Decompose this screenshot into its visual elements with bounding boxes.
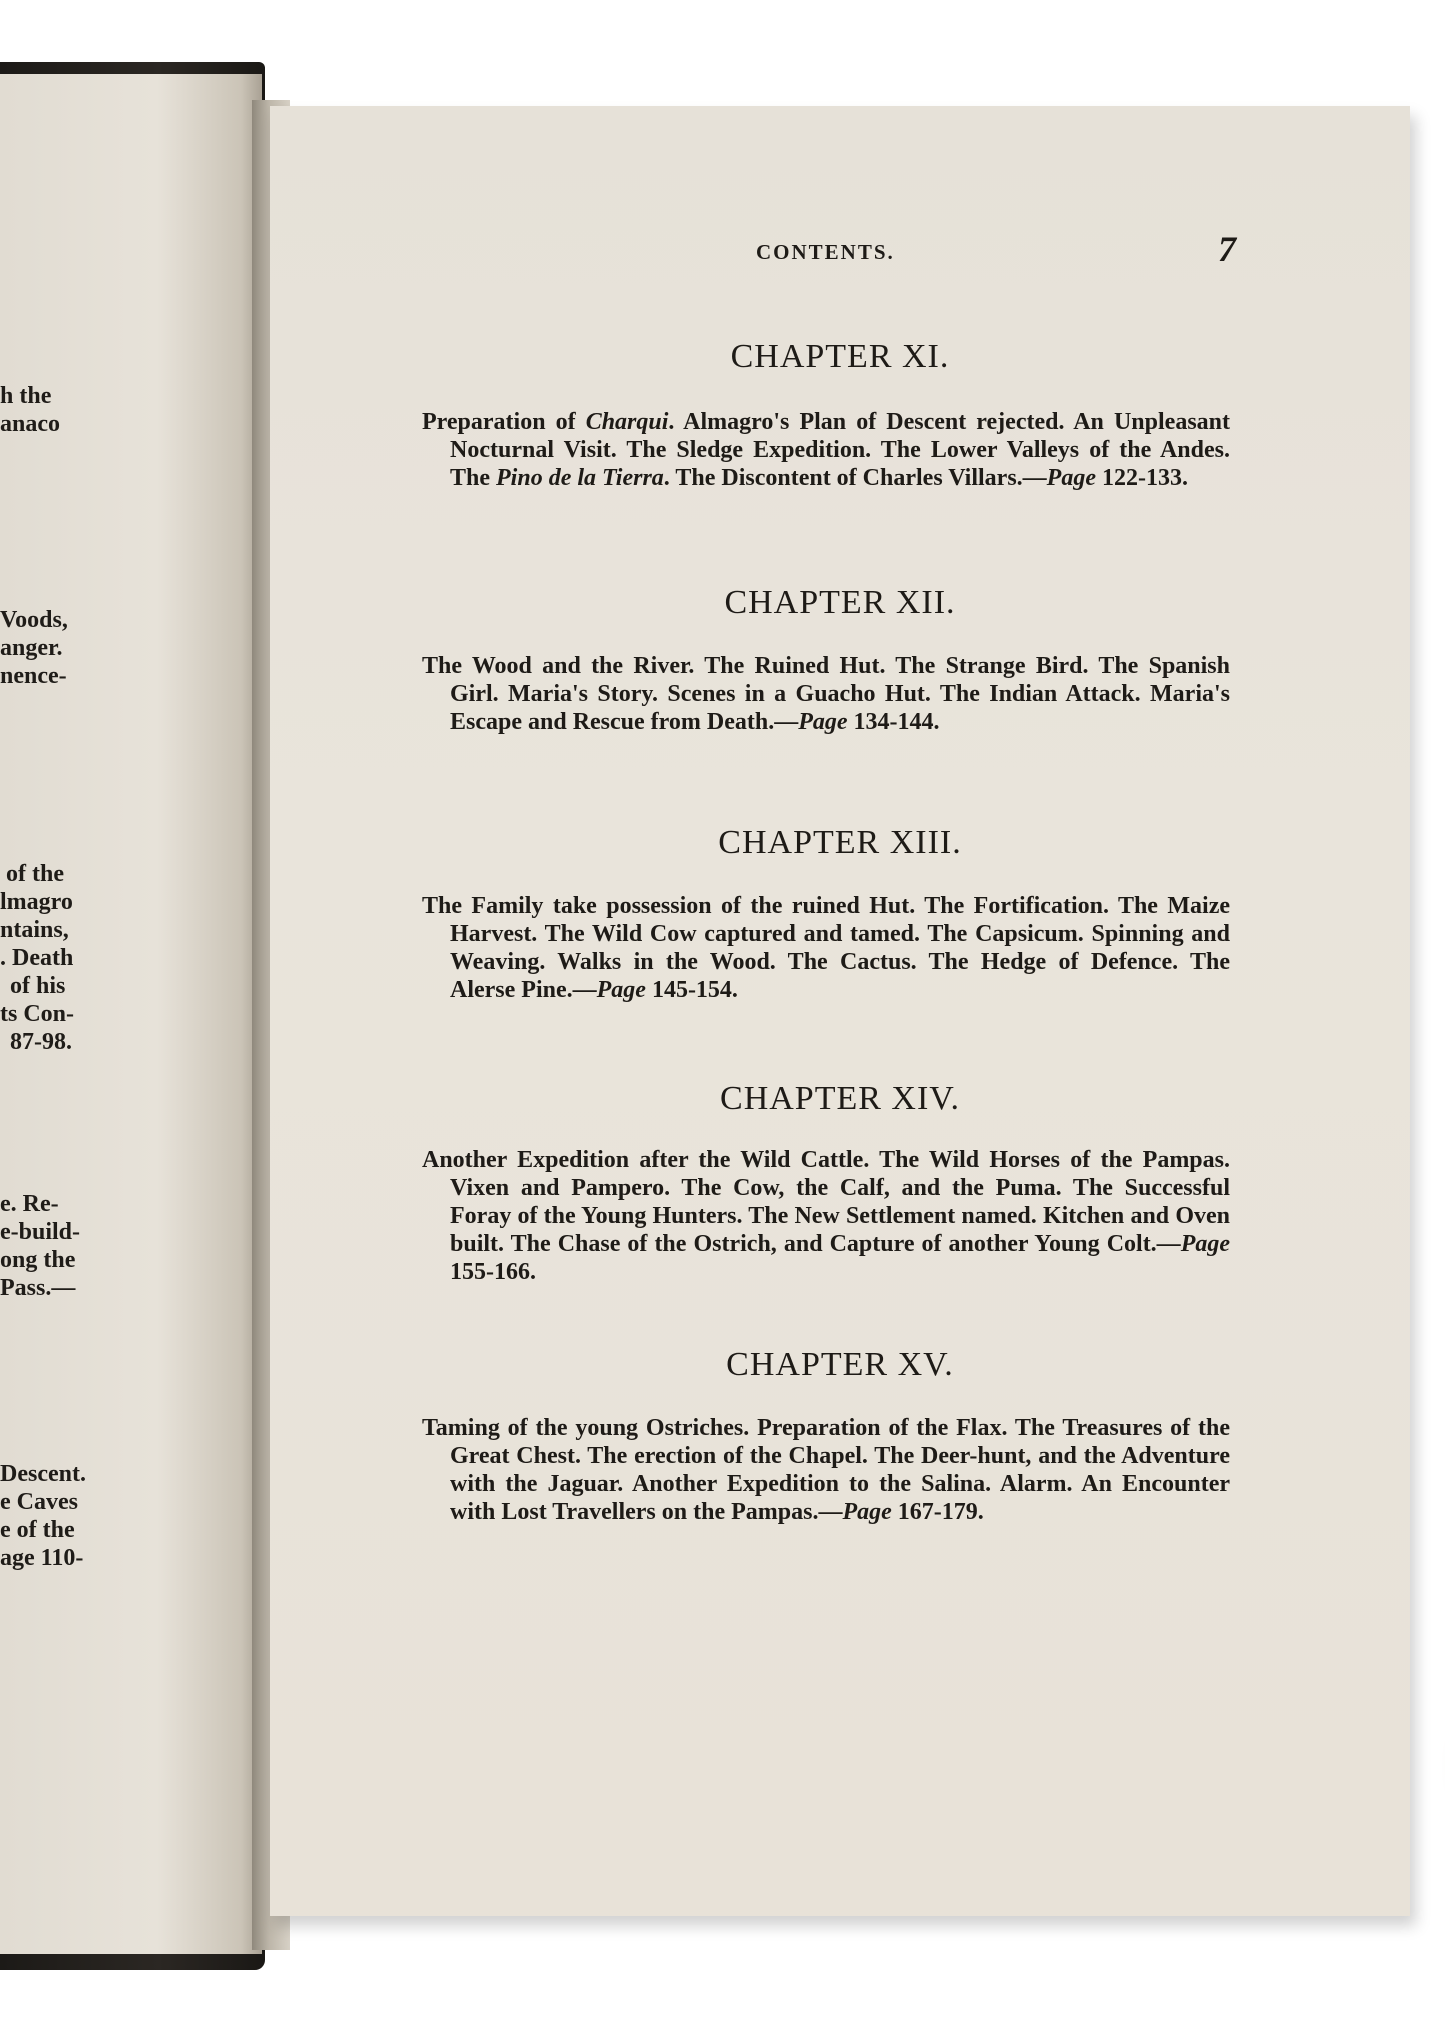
chapter-synopsis: Taming of the young Ostriches. Preparation of the Flax. The Treasures of the Great Chest. The erection of the Chapel. The Deer-hunt, and the Adventure with the Jaguar. Another Expedition to the Salina. Alarm. An Encounter with Lost Travellers on the Pampas.—Page 167-179.	[422, 1415, 1230, 1525]
left-line: 87-98.	[10, 1029, 72, 1055]
page-number: 7	[1218, 229, 1236, 269]
chapter-synopsis: The Wood and the River. The Ruined Hut. The Strange Bird. The Spanish Girl. Maria's Story. Scenes in a Guacho Hut. The Indian Attack. Maria's Escape and Rescue from Death.—Page 134-144.	[422, 653, 1230, 735]
left-line: nence-	[0, 663, 67, 689]
left-line: e of the	[0, 1517, 75, 1543]
chapter-synopsis: Another Expedition after the Wild Cattle. The Wild Horses of the Pampas. Vixen and Pampero. The Cow, the Calf, and the Puma. The Successful Foray of the Young Hunters. The New Settlement named. Kitchen and Oven built. The Chase of the Ostrich, and Capture of another Young Colt.—Page 155-166.	[422, 1147, 1230, 1285]
left-line: ong the	[0, 1247, 76, 1273]
chapter-synopsis: Preparation of Charqui. Almagro's Plan of Descent rejected. An Unpleasant Nocturnal Visit. The Sledge Expedition. The Lower Valleys of the Andes. The Pino de la Tierra. The Discontent of Charles Villars.—Page 122-133.	[422, 409, 1231, 491]
left-line: . Death	[0, 945, 74, 971]
left-line: Pass.—	[0, 1275, 76, 1301]
chapter-title: CHAPTER XII.	[724, 584, 956, 621]
left-line: e. Re-	[0, 1191, 59, 1217]
left-line: age 110-	[0, 1545, 84, 1571]
left-line: of his	[10, 973, 66, 999]
running-head: CONTENTS.	[756, 240, 895, 264]
left-line: ntains,	[0, 917, 69, 943]
left-line: Voods,	[0, 607, 68, 633]
chapter-synopsis: The Family take possession of the ruined Hut. The Fortification. The Maize Harvest. The Wild Cow captured and tamed. The Capsicum. Spinning and Weaving. Walks in the Wood. The Cactus. The Hedge of Defence. The Alerse Pine.—Page 145-154.	[422, 893, 1230, 1003]
page-stain	[1440, 1676, 1445, 1856]
chapter-title: CHAPTER XI.	[730, 338, 950, 375]
chapter-title: CHAPTER XV.	[726, 1346, 954, 1383]
left-line: of the	[6, 861, 64, 887]
left-line: anaco	[0, 411, 60, 437]
right-page	[270, 106, 1410, 1916]
left-line: lmagro	[0, 889, 73, 915]
chapter-title: CHAPTER XIV.	[720, 1080, 960, 1117]
left-line: anger.	[0, 635, 63, 661]
left-line: h the	[0, 383, 52, 409]
left-page	[0, 74, 262, 1954]
left-line: e-build-	[0, 1219, 81, 1245]
left-line: Descent.	[0, 1461, 86, 1487]
chapter-title: CHAPTER XIII.	[718, 824, 962, 861]
left-line: e Caves	[0, 1489, 78, 1515]
left-line: ts Con-	[0, 1001, 75, 1027]
